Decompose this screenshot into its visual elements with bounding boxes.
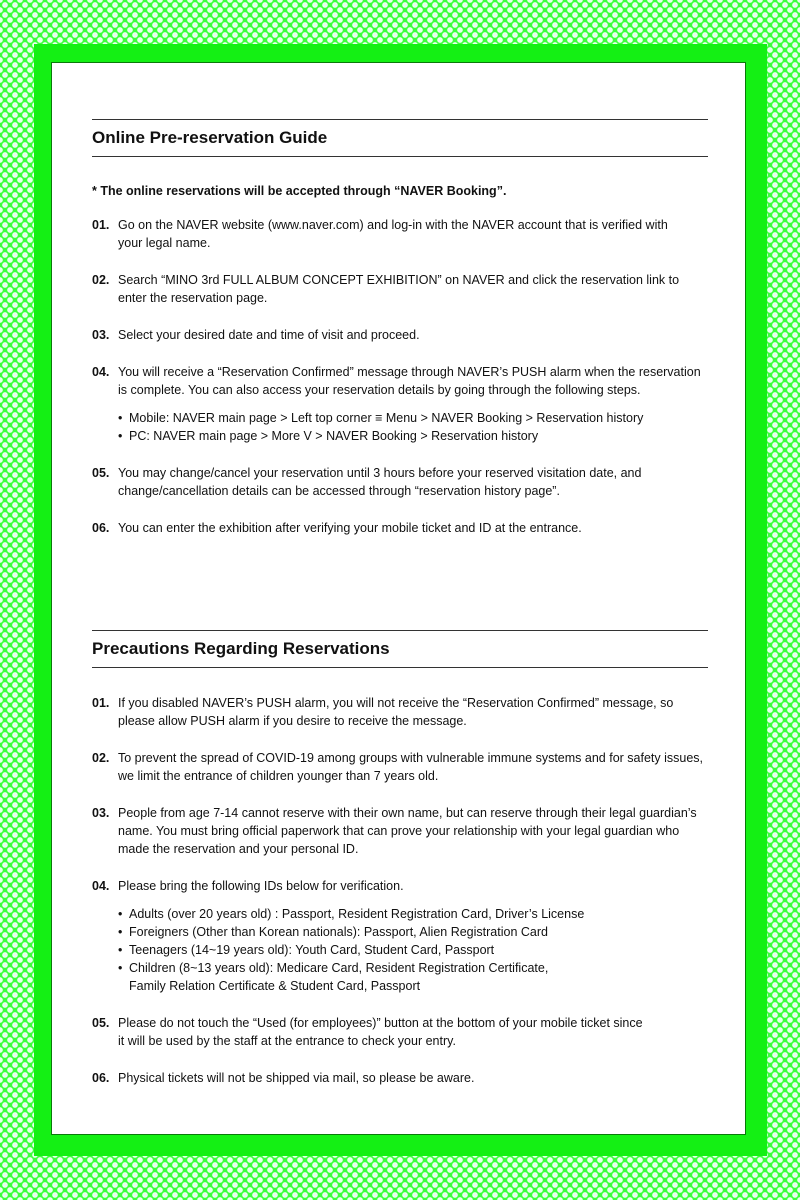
step-text: People from age 7-14 cannot reserve with their own name, but can reserve through their legal guardian’s name. You must bring official paperwork that can prove your relationship with your legal guardian who made the reservation and your personal ID.: [118, 806, 697, 856]
step-number: 01.: [92, 218, 110, 232]
step-text: To prevent the spread of COVID-19 among groups with vulnerable immune systems and for safety issues, we limit the entrance of children younger than 7 years old.: [118, 751, 704, 783]
step-number: 05.: [92, 466, 110, 480]
guide-step-04: [92, 363, 708, 445]
step-number: 04.: [92, 365, 110, 379]
guide-section: [92, 119, 708, 537]
list-item-children: • Children (8~13 years old): Medicare Card, Resident Registration Certificate, Family Relation Certificate & Student Card, Passport: [118, 959, 569, 995]
step-number: 03.: [92, 806, 110, 820]
poster-frame: [34, 44, 767, 1156]
precaution-step-05: [92, 1014, 708, 1050]
precautions-section: [92, 630, 708, 1087]
guide-step-05: [92, 464, 708, 500]
step-number: 04.: [92, 879, 110, 893]
guide-title: Online Pre-reservation Guide: [92, 128, 328, 147]
list-item-pc: • PC: NAVER main page > More V > NAVER Booking > Reservation history: [118, 427, 708, 445]
list-item-mobile: • Mobile: NAVER main page > Left top corner ≡ Menu > NAVER Booking > Reservation history: [118, 409, 708, 427]
step-text: Search “MINO 3rd FULL ALBUM CONCEPT EXHIBITION” on NAVER and click the reservation link to enter the reservation page.: [118, 273, 680, 305]
step-number: 06.: [92, 1071, 110, 1085]
guide-step-02: [92, 271, 708, 307]
precaution-step-06: [92, 1069, 708, 1087]
precaution-step-03: [92, 804, 708, 858]
guide-access-steps: [118, 409, 708, 445]
guide-header: [92, 119, 708, 157]
step-number: 01.: [92, 696, 110, 710]
step-number: 02.: [92, 751, 110, 765]
step-number: 02.: [92, 273, 110, 287]
precaution-step-02: [92, 749, 708, 785]
guide-step-01: [92, 216, 708, 252]
step-text: Go on the NAVER website (www.naver.com) and log-in with the NAVER account that is verified with your legal name.: [118, 218, 668, 250]
precaution-step-01: [92, 694, 708, 730]
precautions-title: Precautions Regarding Reservations: [92, 639, 390, 658]
precautions-header: [92, 630, 708, 668]
step-text: Please bring the following IDs below for verification.: [118, 879, 404, 893]
id-requirements-list: [118, 905, 708, 995]
step-text: If you disabled NAVER’s PUSH alarm, you will not receive the “Reservation Confirmed” message, so please allow PUSH alarm if you desire to receive the message.: [118, 696, 674, 728]
step-number: 05.: [92, 1016, 110, 1030]
step-text: Physical tickets will not be shipped via mail, so please be aware.: [118, 1071, 475, 1085]
guide-step-03: [92, 326, 708, 344]
step-text: You will receive a “Reservation Confirmed” message through NAVER’s PUSH alarm when the reservation is complete. You can also access your reservation details by going through the following steps.: [118, 365, 701, 397]
guide-step-06: [92, 519, 708, 537]
step-text: You can enter the exhibition after verifying your mobile ticket and ID at the entrance.: [118, 521, 582, 535]
list-item-adults: • Adults (over 20 years old) : Passport, Resident Registration Card, Driver’s License: [118, 905, 708, 923]
document-sheet: [51, 62, 746, 1135]
step-number: 03.: [92, 328, 110, 342]
list-item-foreigners: • Foreigners (Other than Korean nationals): Passport, Alien Registration Card: [118, 923, 708, 941]
list-item-teenagers: • Teenagers (14~19 years old): Youth Card, Student Card, Passport: [118, 941, 708, 959]
step-text: Select your desired date and time of visit and proceed.: [118, 328, 420, 342]
step-text: You may change/cancel your reservation until 3 hours before your reserved visitation date, and change/cancellation details can be accessed through “reservation history page”.: [118, 466, 642, 498]
precaution-step-04: [92, 877, 708, 995]
step-number: 06.: [92, 521, 110, 535]
step-text: Please do not touch the “Used (for employees)” button at the bottom of your mobile ticket since it will be used by the staff at the entrance to check your entry.: [118, 1016, 643, 1048]
guide-note: * The online reservations will be accepted through “NAVER Booking”.: [92, 184, 507, 198]
